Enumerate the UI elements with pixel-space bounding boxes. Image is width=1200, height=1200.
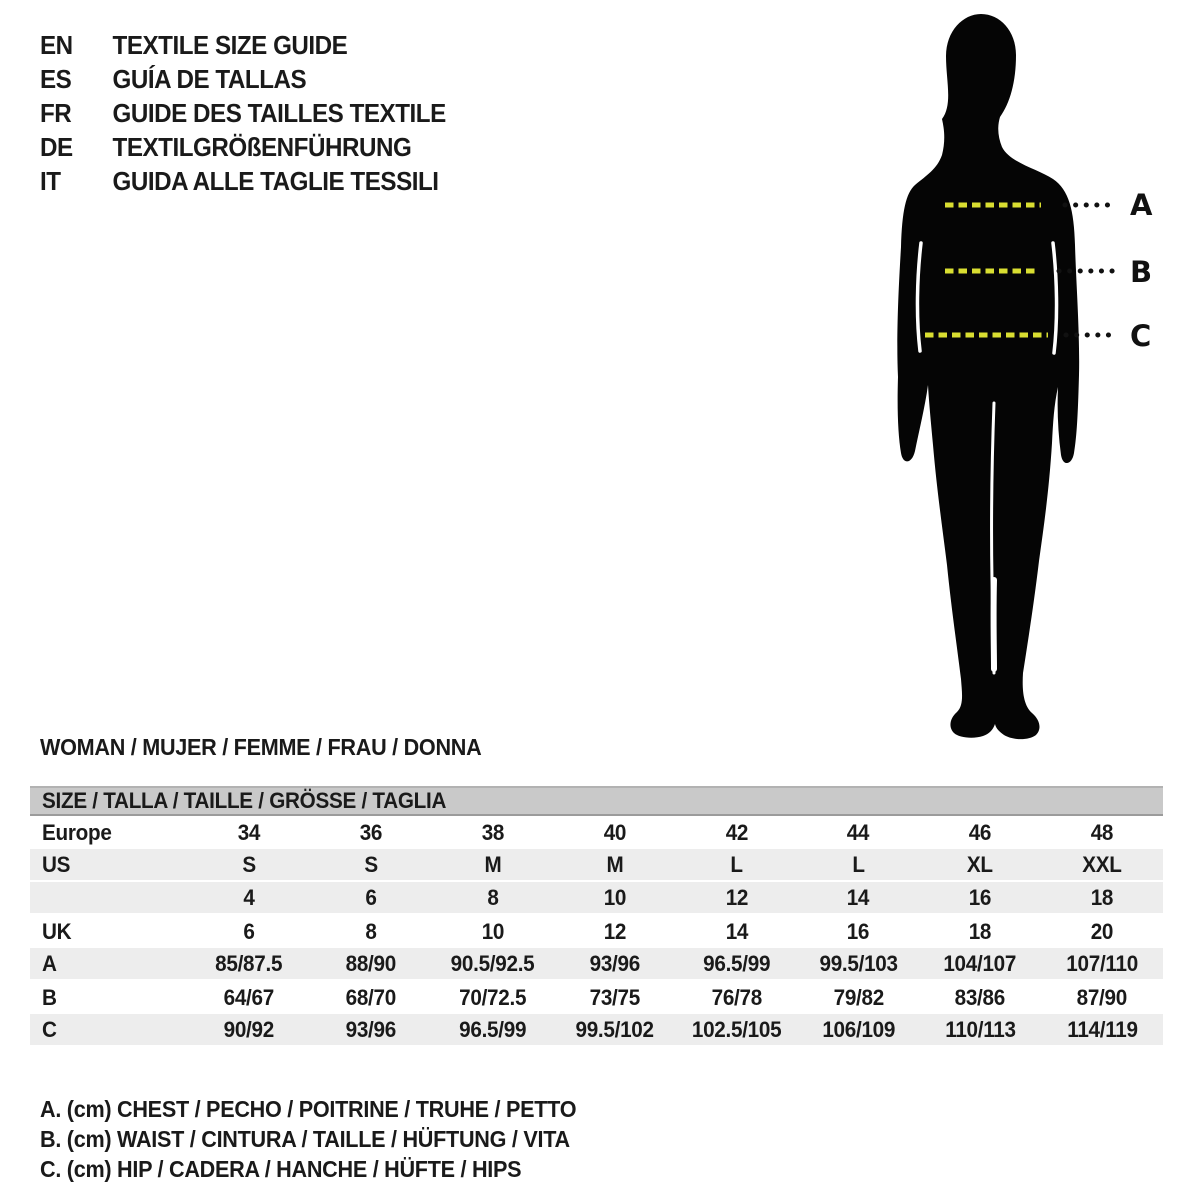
cell-value: 10 [603,884,626,910]
cell-value: L [730,851,743,877]
table-cell [919,849,1041,880]
table-cell [30,1014,188,1045]
cell-value: 20 [1090,918,1114,944]
table-cell [676,948,798,979]
table-cell [919,915,1041,948]
cell-value: 18 [968,918,992,944]
cell-value: 16 [968,884,992,910]
table-cell [797,981,919,1014]
table-cell [310,915,432,948]
row-label: UK [42,918,72,944]
cell-value: 83/86 [955,984,1006,1010]
cell-value: 46 [968,819,992,845]
language-code: EN [40,29,73,60]
table-cell [1041,1014,1163,1045]
cell-value: 73/75 [589,984,640,1010]
woman-silhouette-body [897,14,1079,739]
guide-title: GUIDE DES TAILLES TEXTILE [112,97,446,128]
language-row [40,164,446,198]
guide-title: TEXTILGRÖßENFÜHRUNG [112,131,412,162]
table-cell [432,882,554,913]
guide-title: GUÍA DE TALLAS [112,63,307,94]
cell-value: 6 [365,884,377,910]
measurement-figure [860,5,1190,745]
language-row [40,62,446,96]
table-cell [188,849,310,880]
table-cell [432,981,554,1014]
cell-value: 96.5/99 [702,950,770,976]
table-cell [30,849,188,880]
cell-value: 107/110 [1066,950,1138,976]
table-cell [30,882,188,913]
cell-value: 90.5/92.5 [450,950,535,976]
cell-value: 40 [603,819,626,845]
table-cell [432,1014,554,1045]
table-cell [797,849,919,880]
language-row [40,96,446,130]
table-cell [1041,915,1163,948]
cell-value: 70/72.5 [459,984,527,1010]
waist-marker-label: B [1130,255,1153,289]
table-header-bar [30,786,1163,816]
table-cell [554,882,676,913]
table-header-label: SIZE / TALLA / TAILLE / GRÖSSE / TAGLIA [42,788,447,813]
language-row [40,130,446,164]
language-code: DE [40,131,73,162]
cell-value: 96.5/99 [459,1016,527,1042]
table-cell [797,816,919,849]
table-cell [310,1014,432,1045]
cell-value: 90/92 [223,1016,275,1042]
table-cell [1041,882,1163,913]
table-row-uk [30,915,1163,948]
cell-value: 12 [603,918,626,944]
cell-value: 79/82 [833,984,884,1010]
table-cell [554,816,676,849]
guide-title: TEXTILE SIZE GUIDE [112,29,348,60]
cell-value: 99.5/103 [819,950,898,976]
table-cell [919,1014,1041,1045]
legend-waist: B. (cm) WAIST / CINTURA / TAILLE / HÜFTUNG / VITA [40,1125,570,1152]
table-cell [310,816,432,849]
table-cell [919,948,1041,979]
cell-value: 106/109 [821,1016,895,1042]
table-cell [30,915,188,948]
cell-value: M [606,851,624,877]
table-cell [188,948,310,979]
table-cell [554,948,676,979]
cell-value: 93/96 [345,1016,396,1042]
table-cell [676,882,798,913]
cell-value: 104/107 [943,950,1017,976]
cell-value: 64/67 [223,984,275,1010]
table-cell [432,816,554,849]
cell-value: L [852,851,865,877]
table-cell [1041,849,1163,880]
row-label: C [42,1016,57,1042]
table-cell [919,882,1041,913]
table-cell [919,981,1041,1014]
row-label: A [42,950,57,976]
cell-value: 87/90 [1076,984,1128,1010]
cell-value: M [484,851,502,877]
size-table [30,786,1163,1047]
cell-value: 18 [1090,884,1114,910]
table-cell [797,882,919,913]
cell-value: 14 [847,884,870,910]
legend-chest: A. (cm) CHEST / PECHO / POITRINE / TRUHE / PETTO [40,1095,577,1122]
row-label: Europe [42,819,112,845]
table-cell [188,981,310,1014]
table-cell [797,915,919,948]
table-cell [432,849,554,880]
measurement-legend [40,1094,610,1184]
cell-value: 4 [243,884,255,910]
table-cell [188,915,310,948]
cell-value: 102.5/105 [691,1016,782,1042]
guide-title: GUIDA ALLE TAGLIE TESSILI [112,165,439,196]
table-row-us [30,849,1163,882]
language-row [40,28,446,62]
cell-value: 10 [481,918,504,944]
legend-hip: C. (cm) HIP / CADERA / HANCHE / HÜFTE / HIPS [40,1155,522,1182]
table-cell [797,948,919,979]
cell-value: 93/96 [589,950,640,976]
table-cell [30,816,188,849]
cell-value: 12 [725,884,748,910]
table-cell [797,1014,919,1045]
cell-value: 48 [1090,819,1114,845]
table-cell [554,849,676,880]
hip-marker-label: C [1130,319,1152,353]
table-cell [919,816,1041,849]
table-cell [1041,816,1163,849]
chest-marker-label: A [1130,188,1153,222]
table-cell [676,915,798,948]
cell-value: XL [967,851,994,877]
cell-value: 44 [847,819,870,845]
row-label: US [42,851,71,877]
cell-value: XXL [1082,851,1122,877]
cell-value: 14 [725,918,748,944]
table-cell [310,948,432,979]
table-cell [676,849,798,880]
cell-value: 38 [481,819,504,845]
cell-value: 85/87.5 [215,950,283,976]
cell-value: 34 [237,819,261,845]
table-cell [676,1014,798,1045]
table-row-hip [30,1014,1163,1047]
cell-value: 16 [847,918,870,944]
table-cell [1041,948,1163,979]
cell-value: 42 [725,819,748,845]
table-cell [30,981,188,1014]
table-row-us-numeric [30,882,1163,915]
language-code: FR [40,97,72,128]
table-cell [30,948,188,979]
section-title: WOMAN / MUJER / FEMME / FRAU / DONNA [40,734,482,760]
cell-value: 99.5/102 [575,1016,654,1042]
table-row-chest [30,948,1163,981]
language-code: ES [40,63,72,94]
cell-value: 110/113 [944,1016,1016,1042]
table-cell [432,948,554,979]
cell-value: S [242,851,256,877]
cell-value: 114/119 [1066,1016,1138,1042]
table-cell [554,915,676,948]
table-cell [310,882,432,913]
language-code: IT [40,165,61,196]
table-cell [188,816,310,849]
table-cell [676,981,798,1014]
table-cell [554,1014,676,1045]
table-cell [432,915,554,948]
cell-value: 68/70 [345,984,396,1010]
cell-value: 8 [365,918,377,944]
cell-value: 36 [359,819,383,845]
cell-value: 88/90 [345,950,396,976]
table-cell [554,981,676,1014]
table-cell [188,1014,310,1045]
table-cell [310,849,432,880]
woman-silhouette-icon [860,5,1190,745]
row-label: B [42,984,57,1010]
cell-value: 8 [487,884,499,910]
language-title-list [40,28,476,198]
table-cell [1041,981,1163,1014]
cell-value: S [364,851,378,877]
table-cell [676,816,798,849]
table-row-europe [30,816,1163,849]
table-row-waist [30,981,1163,1014]
cell-value: 6 [243,918,255,944]
table-cell [310,981,432,1014]
cell-value: 76/78 [711,984,762,1010]
table-cell [188,882,310,913]
